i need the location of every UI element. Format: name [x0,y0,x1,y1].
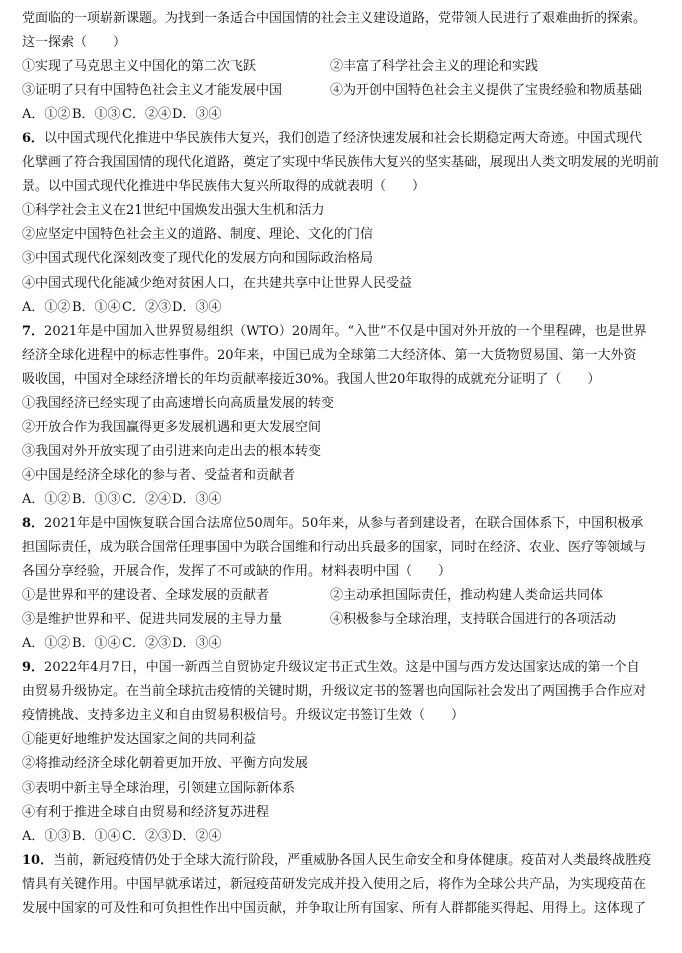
question-7-stem-line [22,320,664,344]
option-c[interactable]: C．②③ [122,636,171,652]
question-9-item: ①能更好地维护发达国家之间的共同利益 [22,732,257,748]
question-8-item: ②主动承担国际责任，推动构建人类命运共同体 [330,588,604,604]
option-c[interactable]: C．②④ [122,491,171,507]
question-6-stem-line: 景。以中国式现代化推进中华民族伟大复兴所取得的成就表明（ ） [22,179,426,195]
question-6-number: 6． [22,131,45,147]
question-9-item: ②将推动经济全球化朝着更加开放、平衡方向发展 [22,756,309,772]
question-9-stem-line: 由贸易升级协定。在当前全球抗击疫情的关键时期，升级议定书的签署也向国际社会发出了两国携手合作应对 [22,684,647,700]
question-8-item: ①是世界和平的建设者、全球发展的贡献者 [22,588,270,604]
question-8-item: ③是维护世界和平、促进共同发展的主导力量 [22,612,283,628]
question-9-stem-line [22,656,664,680]
option-a[interactable]: A．①② [22,107,71,123]
option-a[interactable]: A．①③ [22,828,71,844]
question-7-item: ①我国经济已经实现了由高速增长向高质量发展的转变 [22,395,335,411]
question-6-item: ①科学社会主义在21世纪中国焕发出强大生机和活力 [22,203,325,219]
question-9-number: 9． [22,660,45,676]
option-d[interactable]: D．③④ [172,299,222,315]
question-6-item: ②应坚定中国特色社会主义的道路、制度、理论、文化的门信 [22,227,374,243]
question-7-number: 7． [22,323,45,339]
question-6-options [22,296,664,320]
question-8-stem-line: 各国分享经验，开展合作，发挥了不可或缺的作用。材料表明中国（ ） [22,564,452,580]
option-c[interactable]: C．②③ [122,828,171,844]
option-d[interactable]: D．③④ [172,491,222,507]
option-b[interactable]: B．①④ [72,636,121,652]
question-10-stem-line: 发展中国家的可及性和可负担性作出中国贡献，并争取让所有国家、所有人群都能买得起、用得上。这体现了 [22,900,647,916]
question-9-item: ④有利于推进全球自由贸易和经济复苏进程 [22,804,270,820]
question-8-stem-text: 2021年是中国恢复联合国合法席位50周年。50年来，从参与者到建设者，在联合国体系下，中国积极承 [44,515,644,531]
question-5-item: ①实现了马克思主义中国化的第二次飞跃 [22,59,257,75]
question-7-stem-text: 2021年是中国加入世界贸易组织（WTO）20周年。“入世”不仅是中国对外开放的一个里程碑，也是世界 [44,323,647,339]
question-9-options [22,825,664,849]
question-7-stem-line: 经济全球化进程中的标志性事件。20年来，中国已成为全球第二大经济体、第一大货物贸易国、第一大外资 [22,347,637,363]
option-b[interactable]: B．①④ [72,828,121,844]
question-7-options [22,488,664,512]
option-b[interactable]: B．①③ [72,491,121,507]
option-d[interactable]: D．③④ [172,636,222,652]
question-6-stem-line: 化擘画了符合我国国情的现代化道路，奠定了实现中华民族伟大复兴的坚实基础，展现出人类文明发展的光明前 [22,155,660,171]
question-8-stem-line: 担国际责任，成为联合国常任理事国中为联合国维和行动出兵最多的国家，同时在经济、农业、医疗等领域与 [22,540,647,556]
question-8-stem-line [22,512,664,536]
option-a[interactable]: A．①② [22,299,71,315]
question-6-item: ④中国式现代化能减少绝对贫困人口，在共建共享中让世界人民受益 [22,275,413,291]
question-5-items-row [22,79,664,103]
question-6-stem-text: 以中国式现代化推进中华民族伟大复兴，我们创造了经济快速发展和社会长期稳定两大奇迹。中国式现代 [44,131,643,147]
question-5-stem-line: 党面临的一项崭新课题。为找到一条适合中国国情的社会主义建设道路，党带领人民进行了艰难曲折的探索。 [22,11,647,26]
question-9-item: ③表明中新主导全球治理，引领建立国际新体系 [22,780,296,796]
question-9-stem-text: 2022年4月7日，中国一新西兰自贸协定升级议定书正式生效。这是中国与西方发达国家达成的第一个自 [44,660,640,676]
question-5-options [22,103,664,127]
question-5-stem-line: 这一探索（ ） [22,35,127,51]
question-10-stem-line [22,849,664,873]
question-10-stem-text: 当前，新冠疫情仍处于全球大流行阶段，严重威胁各国人民生命安全和身体健康。疫苗对人类最终战胜疫 [53,852,652,868]
option-d[interactable]: D．③④ [172,107,222,123]
option-c[interactable]: C．②④ [122,107,171,123]
question-8-items-row [22,608,664,632]
option-b[interactable]: B．①③ [72,107,121,123]
question-8-options [22,632,664,656]
question-5-items-row [22,55,664,79]
question-8-items-row [22,584,664,608]
question-7-item: ②开放合作为我国赢得更多发展机遇和更大发展空间 [22,419,322,435]
question-10-number: 10． [22,852,54,868]
question-8-number: 8． [22,515,45,531]
question-7-item: ③我国对外开放实现了由引进来向走出去的根本转变 [22,443,322,459]
question-9-stem-line: 疫情挑战、支持多边主义和自由贸易积极信号。升级议定书签订生效（ ） [22,708,465,724]
question-6-item: ③中国式现代化深刻改变了现代化的发展方向和国际政治格局 [22,251,374,267]
question-6-stem-line [22,127,664,151]
question-5-item: ③证明了只有中国特色社会主义才能发展中国 [22,83,283,99]
question-5-item: ②丰富了科学社会主义的理论和实践 [330,59,539,75]
option-a[interactable]: A．①② [22,636,71,652]
option-c[interactable]: C．②③ [122,299,171,315]
question-5-item: ④为开创中国特色社会主义提供了宝贵经验和物质基础 [330,83,643,99]
question-8-item: ④积极参与全球治理，支持联合国进行的各项活动 [330,612,617,628]
option-b[interactable]: B．①④ [72,299,121,315]
option-d[interactable]: D．②④ [172,828,222,844]
question-7-stem-line: 吸收国，中国对全球经济增长的年均贡献率接近30%。我国人世20年取得的成就充分证明了（ ） [22,371,601,387]
option-a[interactable]: A．①② [22,491,71,507]
question-7-item: ④中国是经济全球化的参与者、受益者和贡献者 [22,467,296,483]
question-10-stem-line: 情具有关键作用。中国早就承诺过，新冠疫苗研发完成并投入使用之后，将作为全球公共产品，为实现疫苗在 [22,876,647,892]
